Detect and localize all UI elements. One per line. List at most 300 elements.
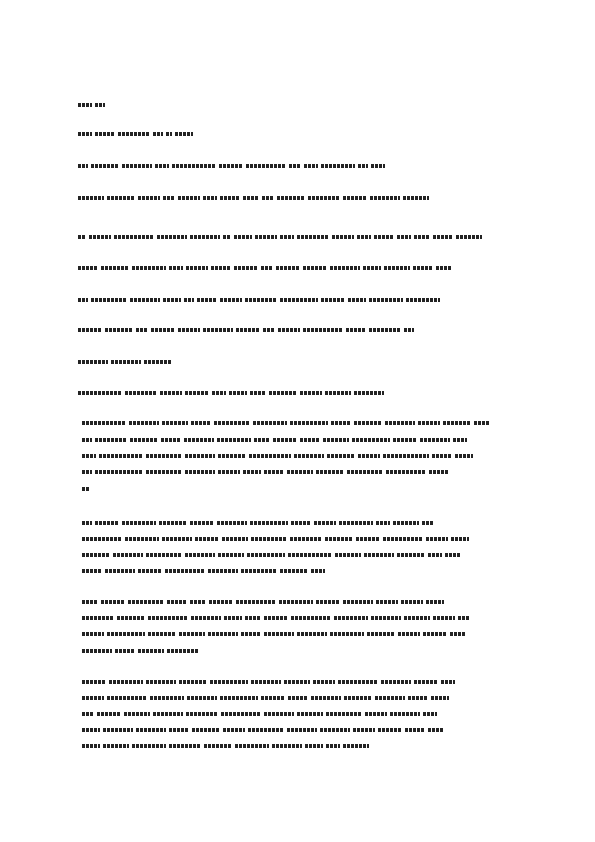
paragraph-line xyxy=(82,743,512,749)
header-line xyxy=(78,327,417,333)
illegible-word xyxy=(376,600,398,604)
illegible-word xyxy=(432,454,452,458)
illegible-word xyxy=(118,132,150,136)
illegible-word xyxy=(297,712,323,716)
illegible-word xyxy=(371,164,385,168)
illegible-word xyxy=(222,537,248,541)
illegible-word xyxy=(369,328,401,332)
illegible-word xyxy=(132,744,166,748)
illegible-word xyxy=(214,421,250,425)
illegible-word xyxy=(208,632,238,636)
illegible-word xyxy=(280,298,318,302)
illegible-word xyxy=(163,196,175,200)
illegible-word xyxy=(82,569,102,573)
illegible-word xyxy=(157,235,187,239)
paragraph-line xyxy=(82,453,512,459)
illegible-word xyxy=(428,553,442,557)
illegible-word xyxy=(343,600,373,604)
illegible-word xyxy=(413,266,433,270)
illegible-word xyxy=(397,553,425,557)
illegible-word xyxy=(251,680,281,684)
paragraph-line xyxy=(82,631,512,637)
illegible-word xyxy=(353,728,375,732)
illegible-word xyxy=(82,616,114,620)
illegible-word xyxy=(236,600,276,604)
illegible-word xyxy=(82,696,104,700)
illegible-word xyxy=(78,328,102,332)
illegible-word xyxy=(166,132,172,136)
paragraph-line xyxy=(82,568,512,574)
illegible-word xyxy=(290,421,328,425)
illegible-word xyxy=(229,391,247,395)
illegible-word xyxy=(160,391,182,395)
illegible-word xyxy=(287,728,317,732)
illegible-word xyxy=(218,553,244,557)
illegible-word xyxy=(375,696,405,700)
illegible-word xyxy=(162,537,192,541)
illegible-word xyxy=(78,360,108,364)
illegible-word xyxy=(369,298,403,302)
illegible-word xyxy=(185,553,215,557)
illegible-word xyxy=(365,712,387,716)
illegible-word xyxy=(300,438,320,442)
illegible-word xyxy=(330,266,360,270)
illegible-word xyxy=(125,537,159,541)
paragraph-line xyxy=(82,711,512,717)
illegible-word xyxy=(426,537,448,541)
illegible-word xyxy=(243,470,261,474)
illegible-word xyxy=(253,421,287,425)
illegible-word xyxy=(221,712,261,716)
illegible-word xyxy=(78,391,122,395)
illegible-word xyxy=(255,235,277,239)
paragraph-line xyxy=(82,679,512,685)
illegible-word xyxy=(191,421,211,425)
illegible-word xyxy=(371,616,401,620)
illegible-word xyxy=(363,266,381,270)
illegible-word xyxy=(241,632,261,636)
illegible-word xyxy=(401,600,423,604)
illegible-word xyxy=(146,470,182,474)
illegible-word xyxy=(103,744,129,748)
illegible-word xyxy=(78,132,92,136)
illegible-word xyxy=(91,298,127,302)
illegible-word xyxy=(218,470,240,474)
illegible-word xyxy=(82,712,94,716)
illegible-word xyxy=(245,298,277,302)
illegible-word xyxy=(151,328,175,332)
illegible-word xyxy=(82,600,98,604)
illegible-word xyxy=(179,632,205,636)
illegible-word xyxy=(294,454,324,458)
illegible-word xyxy=(132,266,166,270)
illegible-word xyxy=(195,537,219,541)
paragraph-line xyxy=(82,615,512,621)
illegible-word xyxy=(95,470,143,474)
illegible-word xyxy=(311,696,341,700)
illegible-word xyxy=(95,132,115,136)
illegible-word xyxy=(288,553,332,557)
illegible-word xyxy=(184,298,194,302)
paragraph-line xyxy=(82,695,512,701)
illegible-word xyxy=(264,616,288,620)
illegible-word xyxy=(150,696,184,700)
illegible-word xyxy=(346,328,366,332)
header-line xyxy=(78,234,485,240)
illegible-word xyxy=(203,328,233,332)
paragraph-line xyxy=(82,536,512,542)
illegible-word xyxy=(331,421,351,425)
illegible-word xyxy=(211,266,231,270)
illegible-word xyxy=(280,569,308,573)
illegible-word xyxy=(136,328,148,332)
illegible-word xyxy=(332,235,354,239)
illegible-word xyxy=(263,328,275,332)
illegible-word xyxy=(261,696,285,700)
illegible-word xyxy=(308,196,340,200)
illegible-word xyxy=(313,680,335,684)
illegible-word xyxy=(406,298,440,302)
illegible-word xyxy=(175,132,193,136)
illegible-word xyxy=(105,328,133,332)
illegible-word xyxy=(456,235,482,239)
illegible-word xyxy=(245,616,261,620)
illegible-word xyxy=(224,616,242,620)
illegible-word xyxy=(103,728,133,732)
illegible-word xyxy=(304,164,318,168)
illegible-word xyxy=(445,553,461,557)
illegible-word xyxy=(82,632,104,636)
illegible-word xyxy=(204,744,232,748)
illegible-word xyxy=(82,680,106,684)
illegible-word xyxy=(82,553,110,557)
illegible-word xyxy=(303,266,327,270)
illegible-word xyxy=(192,728,220,732)
illegible-word xyxy=(297,235,329,239)
illegible-word xyxy=(190,521,214,525)
illegible-word xyxy=(82,421,126,425)
illegible-word xyxy=(161,438,181,442)
illegible-word xyxy=(190,235,220,239)
illegible-word xyxy=(107,196,135,200)
illegible-word xyxy=(220,696,258,700)
paragraph-line xyxy=(82,727,512,733)
header-line xyxy=(78,102,108,108)
illegible-word xyxy=(234,235,252,239)
illegible-word xyxy=(178,328,200,332)
illegible-word xyxy=(208,569,238,573)
illegible-word xyxy=(82,649,112,653)
header-line xyxy=(78,297,443,303)
illegible-word xyxy=(210,680,248,684)
illegible-word xyxy=(209,600,233,604)
illegible-word xyxy=(235,744,269,748)
illegible-word xyxy=(78,298,88,302)
illegible-word xyxy=(291,521,311,525)
illegible-word xyxy=(219,164,243,168)
illegible-word xyxy=(169,266,183,270)
illegible-word xyxy=(169,744,201,748)
illegible-word xyxy=(169,728,189,732)
illegible-word xyxy=(114,235,154,239)
illegible-word xyxy=(78,196,104,200)
illegible-word xyxy=(385,421,415,425)
illegible-word xyxy=(190,600,206,604)
header-line xyxy=(78,390,387,396)
illegible-word xyxy=(246,164,286,168)
illegible-word xyxy=(354,391,384,395)
illegible-word xyxy=(185,470,215,474)
illegible-word xyxy=(414,235,430,239)
illegible-word xyxy=(455,454,473,458)
illegible-word xyxy=(82,438,92,442)
illegible-word xyxy=(218,454,246,458)
illegible-word xyxy=(403,196,429,200)
illegible-word xyxy=(279,600,313,604)
illegible-word xyxy=(95,103,105,107)
illegible-word xyxy=(95,438,127,442)
illegible-word xyxy=(321,298,345,302)
illegible-word xyxy=(383,454,429,458)
illegible-word xyxy=(165,569,205,573)
illegible-word xyxy=(408,696,428,700)
illegible-word xyxy=(451,537,469,541)
illegible-word xyxy=(370,196,400,200)
illegible-word xyxy=(404,616,430,620)
illegible-word xyxy=(91,164,119,168)
illegible-word xyxy=(248,728,284,732)
paragraph-line xyxy=(82,520,512,526)
illegible-word xyxy=(197,298,217,302)
illegible-word xyxy=(278,328,300,332)
illegible-word xyxy=(153,132,163,136)
illegible-word xyxy=(178,196,200,200)
illegible-word xyxy=(348,298,366,302)
illegible-word xyxy=(129,421,159,425)
illegible-word xyxy=(78,266,98,270)
illegible-word xyxy=(347,470,383,474)
illegible-word xyxy=(423,712,437,716)
illegible-word xyxy=(264,712,294,716)
illegible-word xyxy=(393,438,417,442)
illegible-word xyxy=(378,728,402,732)
illegible-word xyxy=(367,632,395,636)
illegible-word xyxy=(101,600,125,604)
illegible-word xyxy=(163,298,181,302)
illegible-word xyxy=(290,537,322,541)
illegible-word xyxy=(458,616,470,620)
illegible-word xyxy=(122,164,152,168)
illegible-word xyxy=(404,328,414,332)
illegible-word xyxy=(122,521,156,525)
illegible-word xyxy=(249,454,291,458)
illegible-word xyxy=(262,196,274,200)
illegible-word xyxy=(250,391,266,395)
illegible-word xyxy=(358,454,380,458)
illegible-word xyxy=(191,616,221,620)
illegible-word xyxy=(426,600,444,604)
illegible-word xyxy=(436,266,452,270)
header-line xyxy=(78,195,432,201)
illegible-word xyxy=(82,537,122,541)
illegible-word xyxy=(184,438,214,442)
illegible-word xyxy=(320,728,350,732)
illegible-word xyxy=(358,164,368,168)
illegible-word xyxy=(82,744,100,748)
illegible-word xyxy=(247,553,285,557)
illegible-word xyxy=(289,164,301,168)
illegible-word xyxy=(311,569,325,573)
illegible-word xyxy=(236,328,260,332)
illegible-word xyxy=(172,164,216,168)
illegible-word xyxy=(386,470,426,474)
illegible-word xyxy=(185,391,209,395)
illegible-word xyxy=(186,266,208,270)
illegible-word xyxy=(220,298,242,302)
illegible-word xyxy=(124,712,150,716)
illegible-word xyxy=(453,438,467,442)
illegible-word xyxy=(107,696,147,700)
illegible-word xyxy=(107,632,145,636)
illegible-word xyxy=(125,391,157,395)
header-line xyxy=(78,265,455,271)
illegible-word xyxy=(397,235,411,239)
illegible-word xyxy=(269,391,297,395)
illegible-word xyxy=(82,454,96,458)
illegible-word xyxy=(398,632,420,636)
illegible-word xyxy=(223,235,231,239)
illegible-word xyxy=(136,728,166,732)
illegible-word xyxy=(291,616,331,620)
illegible-word xyxy=(431,696,449,700)
illegible-word xyxy=(148,616,188,620)
illegible-word xyxy=(364,553,394,557)
illegible-word xyxy=(443,421,471,425)
header-line xyxy=(78,163,388,169)
illegible-word xyxy=(111,360,141,364)
illegible-word xyxy=(334,616,368,620)
illegible-word xyxy=(82,521,92,525)
illegible-word xyxy=(441,680,455,684)
illegible-word xyxy=(251,537,287,541)
illegible-word xyxy=(241,569,277,573)
illegible-word xyxy=(376,521,390,525)
paragraph-line xyxy=(82,648,512,654)
header-line xyxy=(78,359,175,365)
illegible-word xyxy=(277,196,305,200)
illegible-word xyxy=(384,266,410,270)
illegible-word xyxy=(343,744,369,748)
illegible-word xyxy=(82,470,92,474)
illegible-word xyxy=(212,391,226,395)
illegible-word xyxy=(95,521,119,525)
paragraph-line xyxy=(82,437,512,443)
illegible-word xyxy=(138,196,160,200)
illegible-word xyxy=(97,712,121,716)
illegible-word xyxy=(146,680,176,684)
illegible-word xyxy=(429,470,449,474)
illegible-word xyxy=(356,537,380,541)
illegible-word xyxy=(354,421,382,425)
illegible-word xyxy=(115,649,135,653)
illegible-word xyxy=(300,391,322,395)
illegible-word xyxy=(130,438,158,442)
illegible-word xyxy=(138,649,164,653)
illegible-word xyxy=(78,235,86,239)
illegible-word xyxy=(381,680,411,684)
illegible-word xyxy=(326,744,340,748)
illegible-word xyxy=(179,680,207,684)
illegible-word xyxy=(167,649,199,653)
illegible-word xyxy=(383,537,423,541)
illegible-word xyxy=(393,521,419,525)
illegible-word xyxy=(109,680,143,684)
illegible-word xyxy=(323,438,349,442)
illegible-word xyxy=(234,266,258,270)
illegible-word xyxy=(117,616,145,620)
illegible-word xyxy=(101,266,129,270)
illegible-word xyxy=(330,632,364,636)
illegible-word xyxy=(357,235,371,239)
illegible-word xyxy=(148,632,176,636)
illegible-word xyxy=(316,600,340,604)
illegible-word xyxy=(414,680,438,684)
illegible-word xyxy=(338,680,378,684)
illegible-word xyxy=(352,438,390,442)
illegible-word xyxy=(316,470,344,474)
illegible-word xyxy=(474,421,490,425)
illegible-word xyxy=(314,521,336,525)
illegible-word xyxy=(250,521,288,525)
illegible-word xyxy=(146,553,182,557)
illegible-word xyxy=(113,553,143,557)
illegible-word xyxy=(78,103,92,107)
illegible-word xyxy=(405,728,425,732)
illegible-word xyxy=(433,235,453,239)
illegible-word xyxy=(272,744,302,748)
illegible-word xyxy=(273,438,297,442)
illegible-word xyxy=(261,266,273,270)
paragraph-line xyxy=(82,486,512,492)
illegible-word xyxy=(305,744,323,748)
illegible-word xyxy=(433,616,455,620)
illegible-word xyxy=(155,164,169,168)
paragraph-line xyxy=(82,420,512,426)
illegible-word xyxy=(254,438,270,442)
illegible-word xyxy=(321,164,355,168)
illegible-word xyxy=(344,696,372,700)
illegible-word xyxy=(243,196,259,200)
illegible-word xyxy=(217,521,247,525)
illegible-word xyxy=(99,454,143,458)
illegible-word xyxy=(162,421,188,425)
illegible-word xyxy=(186,712,218,716)
illegible-word xyxy=(428,728,444,732)
illegible-word xyxy=(335,553,361,557)
illegible-word xyxy=(422,521,434,525)
illegible-word xyxy=(89,235,111,239)
illegible-word xyxy=(146,454,182,458)
illegible-word xyxy=(203,196,217,200)
illegible-word xyxy=(264,470,284,474)
illegible-word xyxy=(159,521,187,525)
illegible-word xyxy=(418,421,440,425)
illegible-word xyxy=(374,235,394,239)
illegible-word xyxy=(105,569,135,573)
illegible-word xyxy=(390,712,420,716)
illegible-word xyxy=(303,328,343,332)
illegible-word xyxy=(287,470,313,474)
